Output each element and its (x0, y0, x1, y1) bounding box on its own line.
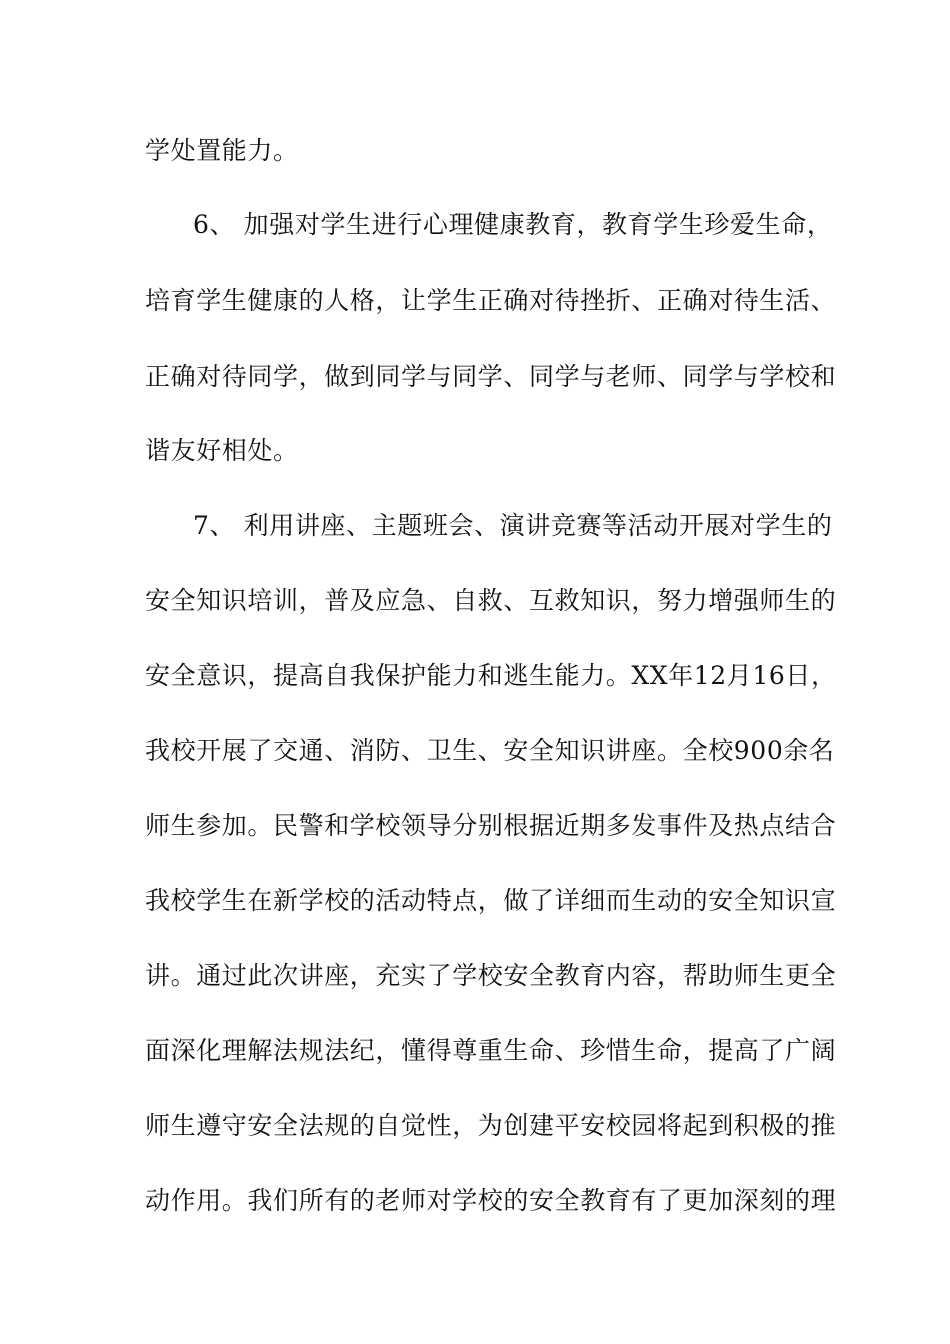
text-line: 我校开展了交通、消防、卫生、安全知识讲座。全校900余名 (145, 736, 835, 765)
text-line: 谐友好相处。 (145, 436, 299, 465)
text-line: 安全意识，提高自我保护能力和逃生能力。XX年12月16日， (145, 661, 837, 690)
paragraph-6-first-line: 6、 加强对学生进行心理健康教育，教育学生珍爱生命， (193, 210, 833, 239)
paragraph-7-first-line: 7、 利用讲座、主题班会、演讲竞赛等活动开展对学生的 (193, 511, 833, 540)
text-line: 师生遵守安全法规的自觉性，为创建平安校园将起到积极的推 (145, 1111, 837, 1140)
text-line: 培育学生健康的人格，让学生正确对待挫折、正确对待生活、 (145, 286, 837, 315)
text-line: 我校学生在新学校的活动特点，做了详细而生动的安全知识宣 (145, 886, 837, 915)
text-line: 面深化理解法规法纪，懂得尊重生命、珍惜生命，提高了广阔 (145, 1036, 837, 1065)
text-line: 动作用。我们所有的老师对学校的安全教育有了更加深刻的理 (145, 1186, 837, 1215)
text-line: 正确对待同学，做到同学与同学、同学与老师、同学与学校和 (145, 362, 837, 391)
text-line: 师生参加。民警和学校领导分别根据近期多发事件及热点结合 (145, 811, 837, 840)
text-line: 安全知识培训，普及应急、自救、互救知识，努力增强师生的 (145, 586, 837, 615)
text-line: 讲。通过此次讲座，充实了学校安全教育内容，帮助师生更全 (145, 961, 837, 990)
text-line: 学处置能力。 (145, 136, 299, 165)
